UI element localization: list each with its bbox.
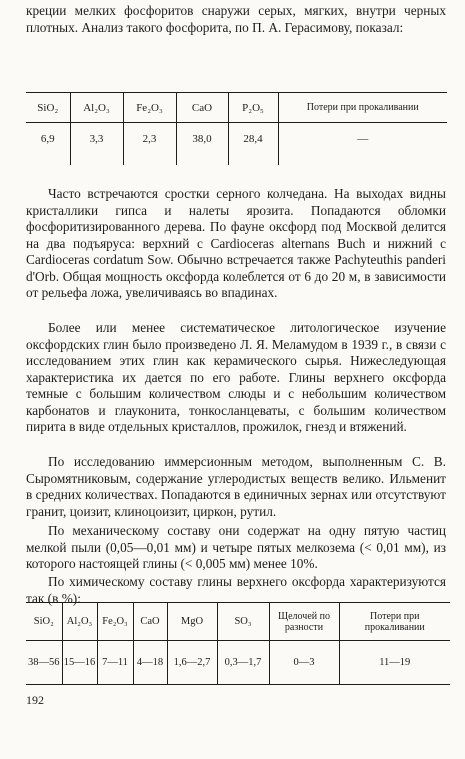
table-cell: 3,3	[70, 123, 123, 165]
table-header-cell: MgO	[167, 603, 217, 641]
table-cell: 11—19	[339, 641, 450, 685]
table-header-row	[26, 93, 447, 123]
intro-paragraph: креции мелких фосфоритов снаружи серых, мягких, внутри черных плотных. Анализ такого фосфорита, по П. А. Герасимову, показал:	[26, 3, 446, 35]
table-cell: —	[278, 123, 447, 165]
table-cell: 2,3	[123, 123, 176, 165]
table-cell: 28,4	[228, 123, 278, 165]
table-header-cell: Потери при прокаливании	[278, 93, 447, 123]
table-cell: 0—3	[269, 641, 339, 685]
table-header-cell: SiO₂	[26, 603, 62, 641]
clay-chemistry-table	[26, 602, 450, 685]
table-header-cell: SO₃	[217, 603, 269, 641]
table-cell: 6,9	[40, 133, 55, 145]
table-cell: 7—11	[97, 641, 133, 685]
table-cell: 38,0	[176, 123, 228, 165]
table-row	[26, 641, 450, 685]
paragraph: Более или менее систематическое литологическое изучение оксфордских глин было произведено Л. Я. Меламудом в 1939 г., в связи с исследованием этих глин как керамического сырья. Нижеследующая характеристика их дается по его работе. Глины верхнего оксфорда темные с большим количеством слюды и с небольшим количеством карбонатов и глауконита, тонкосланцеваты, с большим количеством пирита в виде отдельных кристаллов, прожилок, гнезд и втяжений.	[26, 320, 446, 434]
table-header-cell: Потери при прокаливании	[339, 603, 450, 641]
table-cell: 15—16	[62, 641, 97, 685]
paragraph: По механическому составу они содержат на одну пятую частиц мелкой пыли (0,05—0,01 мм) и четыре пятых мелкозема (< 0,01 мм), из которого настоящей глины (< 0,005 мм) менее 10%.	[26, 523, 446, 571]
table-row	[26, 123, 447, 165]
paragraph: По исследованию иммерсионным методом, выполненным С. В. Сыромятниковым, содержание углеродистых веществ велико. Ильменит в средних количествах. Попадаются в единичных зернах или отсутствуют гранит, цоизит, клиноцоизит, циркон, рутил.	[26, 454, 446, 519]
table-header-cell: P₂O₅	[228, 93, 278, 123]
table-cell: 4—18	[133, 641, 167, 685]
table-cell: 0,3—1,7	[217, 641, 269, 685]
table-cell: 1,6—2,7	[167, 641, 217, 685]
table-header-cell: Fe₂O₃	[97, 603, 133, 641]
table-cell: 38—56	[26, 641, 62, 685]
phosphorite-analysis-table	[26, 92, 447, 165]
page-number: 192	[26, 693, 44, 707]
table-header-cell: Al₂O₃	[70, 93, 123, 123]
table-header-cell: Щелочей по разности	[269, 603, 339, 641]
paragraph: По химическому составу глины верхнего оксфорда характеризуются так (в %):	[26, 574, 446, 606]
table-header-cell: CaO	[133, 603, 167, 641]
table-header-cell: SiO₂	[26, 93, 70, 123]
table-header-cell: CaO	[176, 93, 228, 123]
paragraph: Часто встречаются сростки серного колчедана. На выходах видны кристаллики гипса и налеты ярозита. Попадаются обломки фосфоритизированного дерева. По фауне оксфорд под Москвой делится на два подъяруса: верхний с Cardioceras alternans Buch и нижний с Cardioceras cordatum Sow. Обычно встречается также Pachyteuthis panderi d'Orb. Общая мощность оксфорда колеблется от 6 до 20 м, в зависимости от рельефа ложа, увеличиваясь во впадинах.	[26, 186, 446, 300]
table-header-row	[26, 603, 450, 641]
table-header-cell: Al₂O₃	[62, 603, 97, 641]
table-header-cell: Fe₂O₃	[123, 93, 176, 123]
